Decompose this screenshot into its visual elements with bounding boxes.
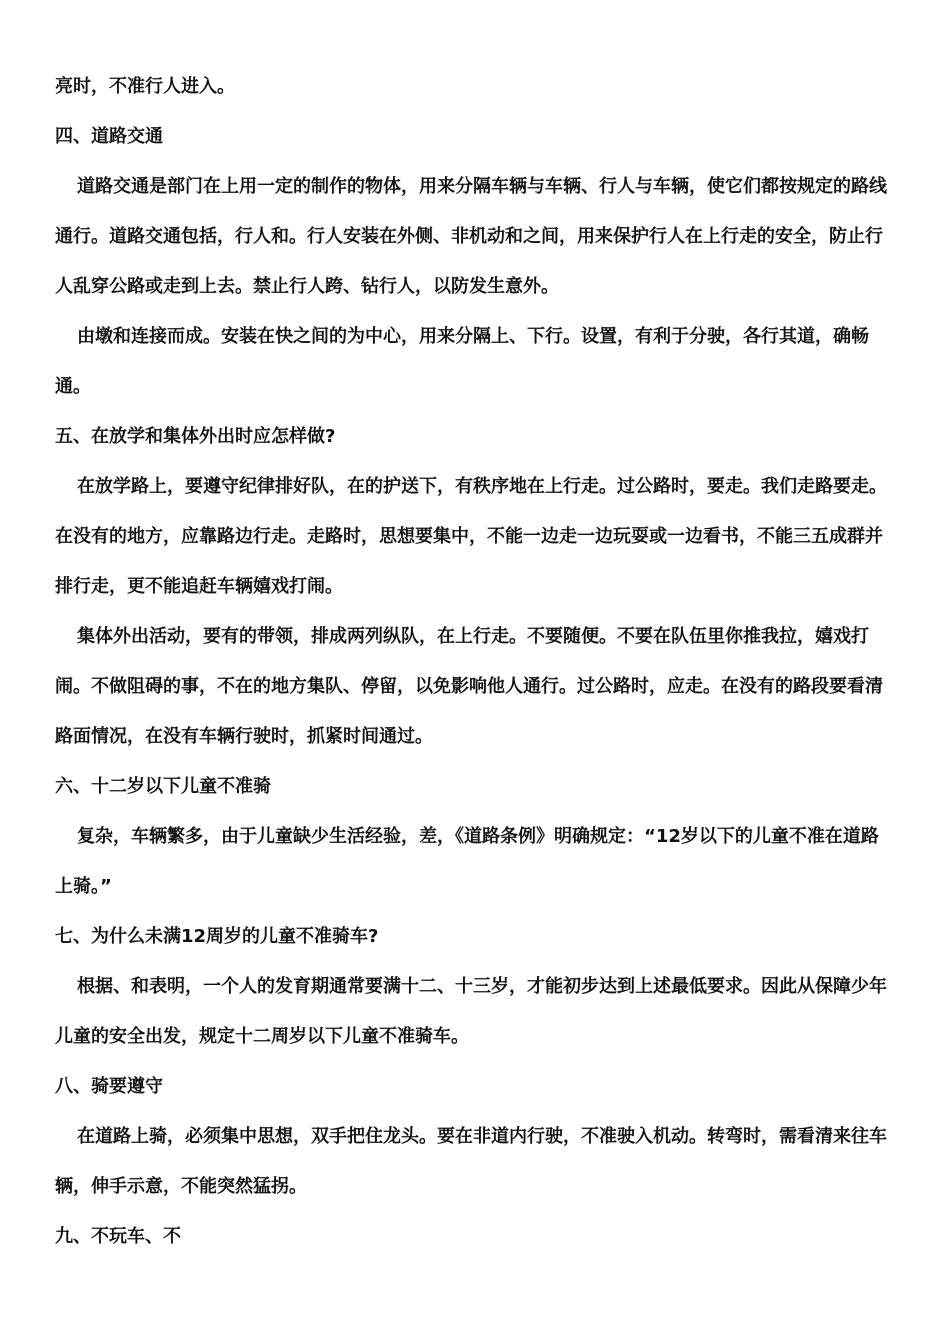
document-body [55, 62, 895, 1262]
paragraph: 根据、和表明，一个人的发育期通常要满十二、十三岁，才能初步达到上述最低要求。因此从保障少年儿童的安全出发，规定十二周岁以下儿童不准骑车。 [55, 976, 887, 1047]
paragraph: 由墩和连接而成。安装在快之间的为中心，用来分隔上、下行。设置，有利于分驶，各行其道，确畅通。 [55, 326, 869, 397]
paragraph: 在道路上骑，必须集中思想，双手把住龙头。要在非道内行驶，不准驶入机动。转弯时，需看清来往车辆，伸手示意，不能突然猛拐。 [55, 1126, 887, 1197]
section-heading-7: 七、为什么未满12周岁的儿童不准骑车? [55, 926, 379, 947]
paragraph-continuation: 亮时，不准行人进入。 [55, 76, 235, 97]
section-heading-6: 六、十二岁以下儿童不准骑 [55, 776, 271, 797]
section-heading-9: 九、不玩车、不 [55, 1226, 181, 1247]
paragraph: 在放学路上，要遵守纪律排好队，在的护送下，有秩序地在上行走。过公路时，要走。我们走路要走。在没有的地方，应靠路边行走。走路时，思想要集中，不能一边走一边玩耍或一边看书，不能三五成群并排行走，更不能追赶车辆嬉戏打闹。 [55, 476, 887, 597]
section-heading-8: 八、骑要遵守 [55, 1076, 163, 1097]
section-heading-5: 五、在放学和集体外出时应怎样做? [55, 426, 336, 447]
paragraph: 集体外出活动，要有的带领，排成两列纵队，在上行走。不要随便。不要在队伍里你推我拉，嬉戏打闹。不做阻碍的事，不在的地方集队、停留，以免影响他人通行。过公路时，应走。在没有的路段要看清路面情况，在没有车辆行驶时，抓紧时间通过。 [55, 626, 883, 747]
paragraph: 道路交通是部门在上用一定的制作的物体，用来分隔车辆与车辆、行人与车辆，使它们都按规定的路线通行。道路交通包括，行人和。行人安装在外侧、非机动和之间，用来保护行人在上行走的安全，防止行人乱穿公路或走到上去。禁止行人跨、钻行人，以防发生意外。 [55, 176, 887, 297]
section-heading-4: 四、道路交通 [55, 126, 163, 147]
paragraph: 复杂，车辆繁多，由于儿童缺少生活经验，差，《道路条例》明确规定：“12岁以下的儿童不准在道路上骑。” [55, 826, 879, 897]
